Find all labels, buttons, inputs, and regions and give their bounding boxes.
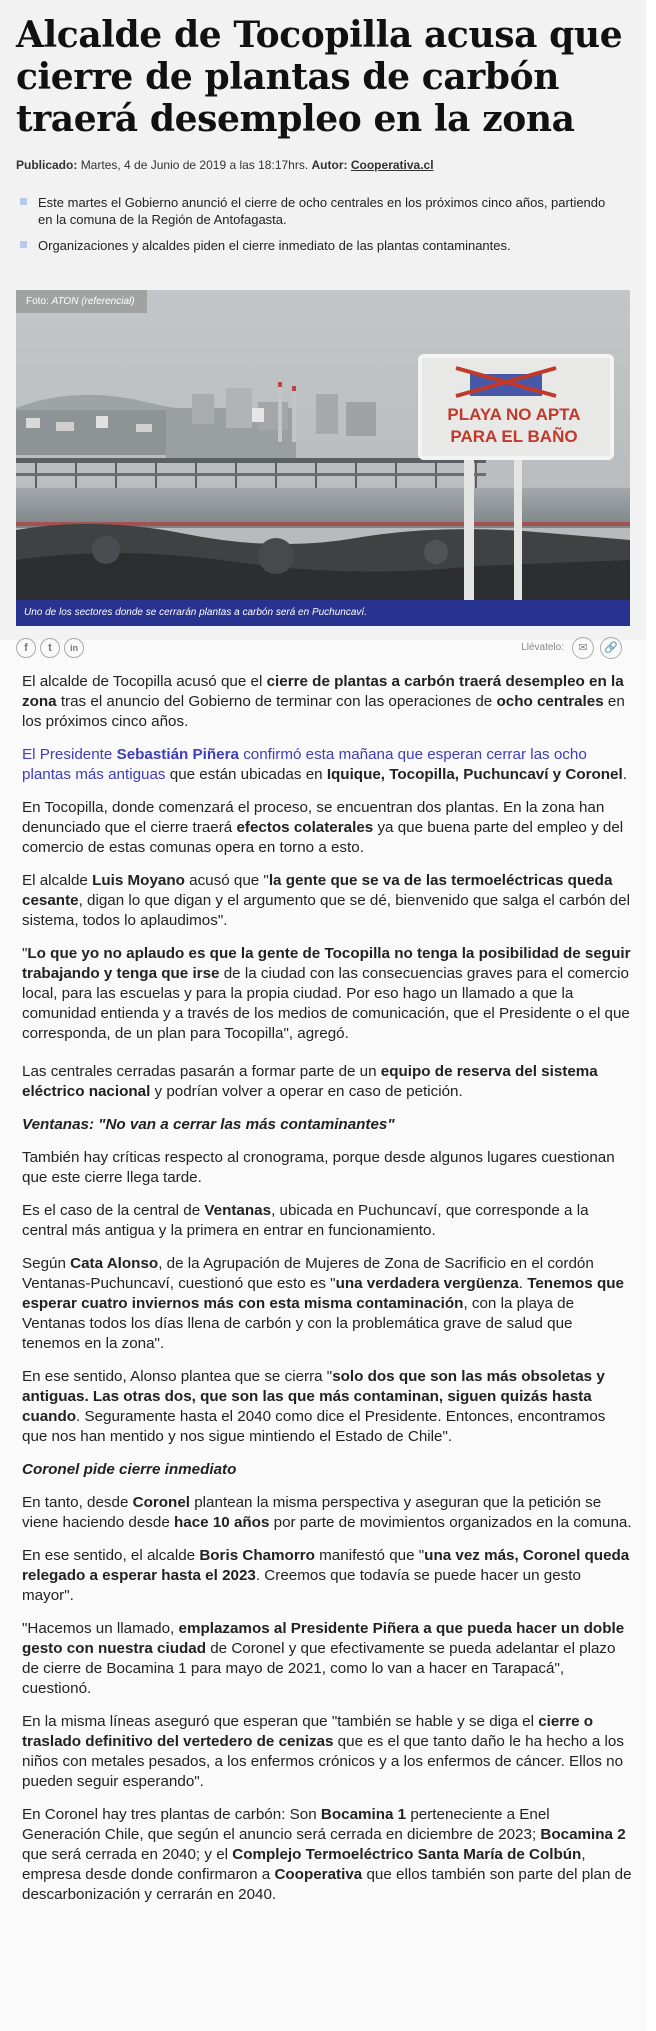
paragraph: También hay críticas respecto al cronograma, porque desde algunos lugares cuestionan que este cierre llega tarde.	[22, 1149, 615, 1186]
bold-text: emplazamos al Presidente Piñera a que pueda hacer un doble gesto con nuestra ciudad	[22, 1620, 625, 1657]
paragraph	[22, 745, 632, 785]
text-run: que es el que tanto daño le ha hecho a los niños con metales pesados, a los enfermos crónicos y a los enfermos de cáncer. Ellos no pueden seguir esperando".	[22, 1733, 624, 1790]
bold-text: Tenemos que esperar cuatro inviernos más con esta misma contaminación	[22, 1275, 624, 1312]
text-run: En la misma líneas aseguró que esperan que "también se hable y se diga el	[22, 1713, 539, 1730]
bold-text: la gente que se va de las termoeléctricas queda cesante	[22, 872, 613, 909]
text-run: En ese sentido, el alcalde	[22, 1547, 200, 1564]
sign-text-line2: PARA EL BAÑO	[450, 427, 578, 446]
paragraph	[22, 1254, 632, 1354]
linkedin-icon[interactable]: in	[64, 638, 84, 658]
link-icon[interactable]: 🔗	[600, 637, 622, 659]
text-run: confirmó esta mañana que esperan cerrar las ocho plantas más antiguas	[22, 746, 587, 783]
paragraph	[22, 1712, 632, 1792]
text-run: . Creemos que todavía se puede hacer un gesto mayor".	[22, 1567, 581, 1604]
bold-text: Cooperativa	[274, 1866, 363, 1883]
text-run: plantean la misma perspectiva y aseguran que la petición se viene haciendo desde	[22, 1494, 602, 1531]
bold-text: Bocamina 1	[320, 1806, 407, 1823]
paragraph	[22, 871, 632, 931]
text-run: que están ubicadas en	[165, 766, 327, 783]
sign-text-line1: PLAYA NO APTA	[447, 405, 581, 424]
text-run: El Presidente	[22, 746, 117, 763]
published-date: Martes, 4 de Junio de 2019 a las 18:17hrs.	[80, 158, 309, 172]
bold-text: equipo de reserva del sistema eléctrico nacional	[22, 1063, 598, 1100]
text-run: de Coronel y que efectivamente se pueda adelantar el plazo de cierre de Bocamina 1 para mayo de 2021, como lo van a hacer en Tarapacá", cuestionó.	[22, 1640, 616, 1697]
text-run: , empresa desde donde confirmaron a	[22, 1846, 586, 1883]
article-title: Alcalde de Tocopilla acusa que cierre de plantas de carbón traerá desempleo en la zona	[16, 14, 623, 140]
bold-text: Iquique, Tocopilla, Puchuncaví y Coronel	[326, 766, 623, 783]
paragraph	[22, 1619, 632, 1699]
text-run: En Coronel hay tres plantas de carbón: Son	[22, 1806, 321, 1823]
bold-text: cierre de plantas a carbón traerá desempleo en la zona	[22, 673, 624, 710]
photo-credit-source: ATON (referencial)	[51, 296, 135, 307]
text-run: , ubicada en Puchuncaví, que corresponde a la central más antigua y la primera en entrar en funcionamiento.	[22, 1202, 589, 1239]
paragraph	[22, 798, 632, 858]
text-run: "	[22, 945, 28, 962]
photo-image	[16, 290, 630, 626]
section-heading: Ventanas: "No van a cerrar las más contaminantes"	[22, 1116, 395, 1133]
summary-bullet	[20, 237, 620, 254]
text-run: En ese sentido, Alonso plantea que se cierra "	[22, 1368, 333, 1385]
text-run: .	[518, 1275, 528, 1292]
text-run: El alcalde	[22, 872, 93, 889]
article-body	[22, 672, 632, 1918]
bold-text: Coronel	[132, 1494, 191, 1511]
bold-text: Lo que yo no aplaudo es que la gente de Tocopilla no tenga la posibilidad de seguir trabajando y tenga que irse	[22, 945, 631, 982]
text-run: perteneciente a Enel Generación Chile, que según el anuncio será cerrada en diciembre de 2023;	[22, 1806, 550, 1843]
text-run: que será cerrada en 2040; y el	[22, 1846, 233, 1863]
share-bar	[16, 636, 630, 662]
bold-text: una vez más, Coronel queda relegado a esperar hasta el 2023	[22, 1547, 630, 1584]
author-link[interactable]: Cooperativa.cl	[350, 158, 434, 172]
text-run: . Seguramente hasta el 2040 como dice el Presidente. Entonces, encontramos que nos han mentido y nos sigue mintiendo el Estado de Chile".	[22, 1408, 606, 1445]
paragraph	[22, 1546, 632, 1606]
author-label: Autor:	[311, 158, 348, 172]
text-run: El alcalde de Tocopilla acusó que el	[22, 673, 267, 690]
twitter-icon[interactable]: t	[40, 638, 60, 658]
paragraph	[22, 1062, 632, 1102]
text-run: acusó que "	[184, 872, 269, 889]
summary-bullet-text: Organizaciones y alcaldes piden el cierre inmediato de las plantas contaminantes.	[38, 238, 511, 253]
bold-text: una verdadera vergüenza	[335, 1275, 519, 1292]
bold-text: Boris Chamorro	[199, 1547, 315, 1564]
bold-text: efectos colaterales	[236, 819, 374, 836]
published-label: Publicado:	[16, 158, 78, 172]
paragraph	[22, 944, 632, 1044]
article-meta	[16, 158, 636, 172]
bold-text: Cata Alonso	[70, 1255, 159, 1272]
summary-bullet	[20, 194, 620, 228]
text-run: , con la playa de Ventanas todos los días llena de carbón y con la problemática grave de salud que tenemos en la zona".	[22, 1295, 575, 1352]
text-run: y podrían volver a operar en caso de petición.	[150, 1083, 463, 1100]
bold-text: ocho centrales	[496, 693, 604, 710]
text-run: Es el caso de la central de	[22, 1202, 205, 1219]
text-run: por parte de movimientos organizados en la comuna.	[269, 1514, 632, 1531]
text-run: "Hacemos un llamado,	[22, 1620, 179, 1637]
paragraph	[22, 1805, 632, 1905]
paragraph	[22, 672, 632, 732]
bold-text: Ventanas	[204, 1202, 272, 1219]
summary-bullet-text: Este martes el Gobierno anunció el cierre de ocho centrales en los próximos cinco años, partiendo en la comuna de la Región de Antofagasta.	[38, 195, 606, 227]
text-run: de la ciudad con las consecuencias graves para el comercio local, para las escuelas y para la propia ciudad. Por eso hago un llamado a que la comunidad entienda y a través de los medios de comunicación, que el Presidente o el que corresponda, de un plan para Tocopilla", agregó.	[22, 965, 630, 1042]
photo-credit-prefix: Foto:	[26, 296, 49, 307]
text-run: En Tocopilla, donde comenzará el proceso, se encuentran dos plantas. En la zona han denunciado que el cierre traerá	[22, 799, 605, 836]
paragraph	[22, 1367, 632, 1447]
text-run: .	[622, 766, 627, 783]
llevatelo-label: Llévatelo:	[521, 642, 564, 653]
bold-text: Luis Moyano	[92, 872, 185, 889]
text-run: ya que buena parte del empleo y del comercio de estas comunas opera en torno a esto.	[22, 819, 624, 856]
text-run: Las centrales cerradas pasarán a formar parte de un	[22, 1063, 381, 1080]
photo-caption: Uno de los sectores donde se cerrarán plantas a carbón será en Puchuncaví.	[16, 600, 630, 626]
email-icon[interactable]: ✉	[572, 637, 594, 659]
text-run: , digan lo que digan y el argumento que se dé, bienvenido que salga el carbón del sistema, todos lo aplaudimos".	[22, 892, 630, 929]
text-run: que ellos también son parte del plan de descarbonización y cerrarán en 2040.	[22, 1866, 632, 1903]
bold-text: cierre o traslado definitivo del vertedero de cenizas	[22, 1713, 594, 1750]
section-heading: Coronel pide cierre inmediato	[22, 1461, 237, 1478]
bold-text: solo dos que son las más obsoletas y antiguas. Las otras dos, que son las que más contaminan, siguen quizás hasta cuando	[22, 1368, 605, 1425]
photo-credit	[16, 290, 147, 313]
article-photo[interactable]	[16, 290, 630, 626]
summary-bullets	[20, 194, 620, 263]
text-run: En tanto, desde	[22, 1494, 133, 1511]
text-run: Según	[22, 1255, 71, 1272]
bold-text: hace 10 años	[174, 1514, 270, 1531]
text-run: manifestó que "	[314, 1547, 425, 1564]
facebook-icon[interactable]: f	[16, 638, 36, 658]
text-run: en los próximos cinco años.	[22, 693, 625, 730]
bullet-square-icon	[20, 198, 27, 205]
bold-text: Bocamina 2	[540, 1826, 626, 1843]
bold-text: Sebastián Piñera	[116, 746, 239, 763]
text-run: tras el anuncio del Gobierno de terminar con las operaciones de	[56, 693, 497, 710]
paragraph	[22, 1493, 632, 1533]
bold-text: Complejo Termoeléctrico Santa María de Colbún	[232, 1846, 582, 1863]
bullet-square-icon	[20, 241, 27, 248]
text-run: , de la Agrupación de Mujeres de Zona de Sacrificio en el cordón Ventanas-Puchuncaví, cuestionó que esto es "	[22, 1255, 594, 1292]
paragraph	[22, 1201, 632, 1241]
